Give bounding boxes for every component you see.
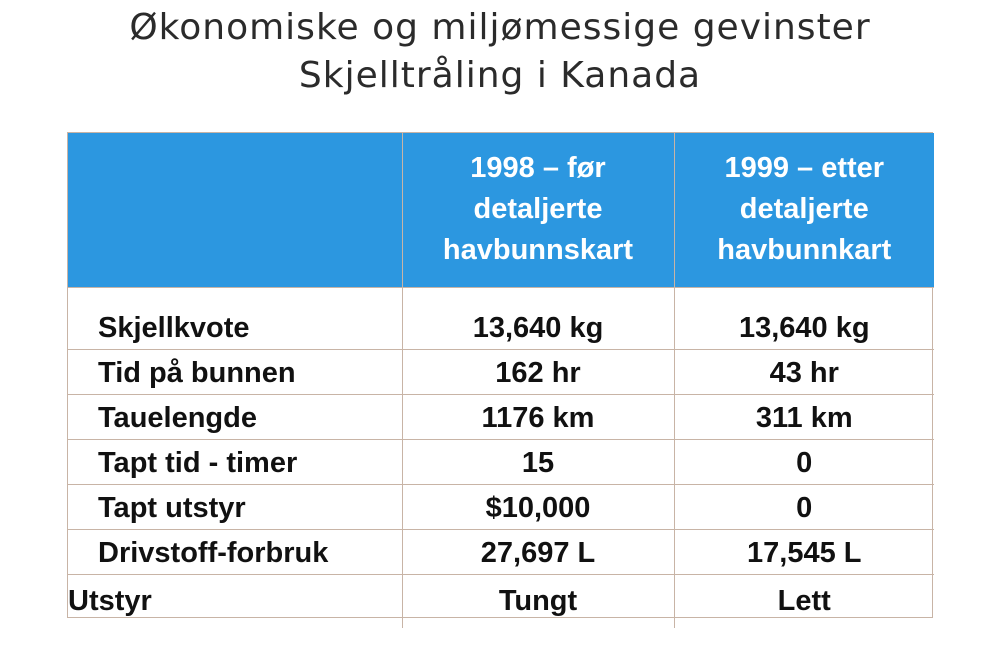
row-label: Tapt utstyr bbox=[68, 484, 402, 529]
table-row bbox=[68, 574, 934, 628]
cell-1998: 27,697 L bbox=[402, 529, 674, 574]
cell-1998: 1176 km bbox=[402, 394, 674, 439]
cell-1999: 17,545 L bbox=[674, 529, 934, 574]
comparison-table-container bbox=[67, 132, 933, 618]
row-label: Utstyr bbox=[68, 574, 402, 628]
header-cell-empty bbox=[68, 133, 402, 287]
cell-1999: 43 hr bbox=[674, 349, 934, 394]
comparison-table bbox=[68, 133, 934, 628]
page-subtitle: Skjelltråling i Kanada bbox=[298, 55, 702, 96]
header-cell-1999: 1999 – etter detaljerte havbunnkart bbox=[674, 133, 934, 287]
cell-1998: $10,000 bbox=[402, 484, 674, 529]
table-header-row bbox=[68, 133, 934, 287]
cell-1999: 0 bbox=[674, 484, 934, 529]
table-row bbox=[68, 287, 934, 349]
cell-1999: Lett bbox=[674, 574, 934, 628]
row-label: Tapt tid - timer bbox=[68, 439, 402, 484]
cell-1998: 15 bbox=[402, 439, 674, 484]
cell-1998: Tungt bbox=[402, 574, 674, 628]
header-cell-1998: 1998 – før detaljerte havbunnskart bbox=[402, 133, 674, 287]
row-label: Tid på bunnen bbox=[68, 349, 402, 394]
page-title: Økonomiske og miljømessige gevinster bbox=[129, 7, 871, 48]
table-row bbox=[68, 529, 934, 574]
row-label: Tauelengde bbox=[68, 394, 402, 439]
cell-1999: 0 bbox=[674, 439, 934, 484]
cell-1999: 13,640 kg bbox=[674, 287, 934, 349]
row-label: Skjellkvote bbox=[68, 287, 402, 349]
table-row bbox=[68, 394, 934, 439]
table-row bbox=[68, 349, 934, 394]
cell-1999: 311 km bbox=[674, 394, 934, 439]
cell-1998: 162 hr bbox=[402, 349, 674, 394]
table-row bbox=[68, 484, 934, 529]
row-label: Drivstoff-forbruk bbox=[68, 529, 402, 574]
cell-1998: 13,640 kg bbox=[402, 287, 674, 349]
table-row bbox=[68, 439, 934, 484]
